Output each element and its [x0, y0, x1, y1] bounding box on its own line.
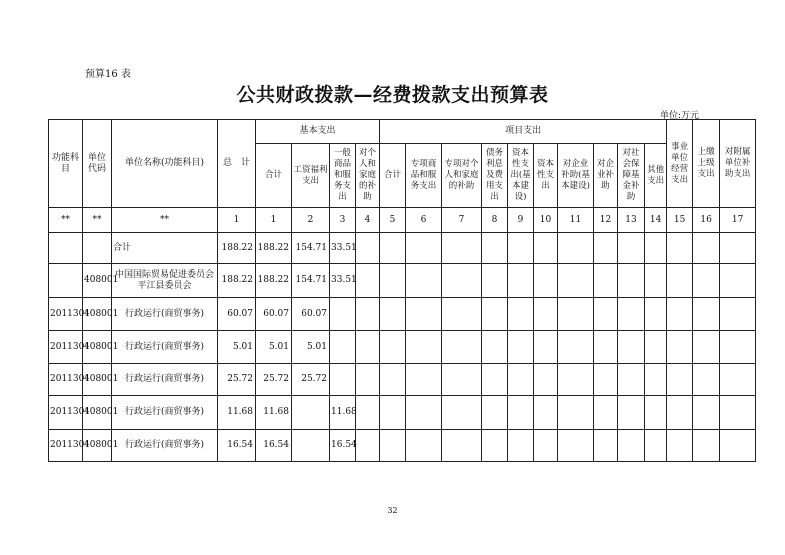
unit-code-cell — [83, 233, 112, 264]
empty-cell — [594, 331, 618, 364]
empty-cell — [442, 264, 482, 298]
basic-wage-cell: 25.72 — [292, 364, 330, 396]
basic-sum-cell: 188.22 — [256, 264, 292, 298]
empty-cell — [534, 264, 558, 298]
index-cell: ** — [49, 208, 83, 233]
header-total: 总 计 — [218, 120, 256, 208]
empty-cell — [508, 264, 534, 298]
index-cell: 17 — [720, 208, 756, 233]
header-project-enterprise: 对企业补助 — [594, 144, 618, 208]
basic-wage-cell: 154.71 — [292, 233, 330, 264]
func-code-cell: 2011301 — [49, 364, 83, 396]
index-cell: 10 — [534, 208, 558, 233]
page-title: 公共财政拨款—经费拨款支出预算表 — [236, 84, 549, 106]
empty-cell — [645, 430, 667, 462]
empty-cell — [693, 233, 720, 264]
empty-cell — [406, 331, 442, 364]
unit-name-cell: 行政运行(商贸事务) — [112, 331, 218, 364]
unit-code-cell: 408001 — [83, 364, 112, 396]
unit-code-cell: 408001 — [83, 430, 112, 462]
unit-name-cell: 行政运行(商贸事务) — [112, 430, 218, 462]
empty-cell — [667, 298, 693, 331]
empty-cell — [667, 331, 693, 364]
empty-cell — [558, 396, 594, 430]
basic-sum-cell: 5.01 — [256, 331, 292, 364]
index-cell: ** — [83, 208, 112, 233]
empty-cell — [380, 396, 406, 430]
func-code-cell — [49, 233, 83, 264]
empty-cell — [594, 233, 618, 264]
basic-goods-cell: 33.51 — [330, 233, 356, 264]
index-cell: 16 — [693, 208, 720, 233]
empty-cell — [380, 331, 406, 364]
empty-cell — [406, 430, 442, 462]
unit-name-cell: 行政运行(商贸事务) — [112, 396, 218, 430]
index-cell: 9 — [508, 208, 534, 233]
empty-cell — [508, 233, 534, 264]
basic-goods-cell — [330, 331, 356, 364]
header-project-sum: 合计 — [380, 144, 406, 208]
index-cell: 15 — [667, 208, 693, 233]
page-number: 32 — [387, 506, 398, 515]
basic-person-cell — [356, 233, 380, 264]
header-unit-code: 单位代码 — [83, 120, 112, 208]
header-basic-wage: 工资福利支出 — [292, 144, 330, 208]
index-cell: 4 — [356, 208, 380, 233]
basic-wage-cell — [292, 396, 330, 430]
header-project-other: 其他支出 — [645, 144, 667, 208]
empty-cell — [482, 331, 508, 364]
basic-sum-cell: 60.07 — [256, 298, 292, 331]
empty-cell — [406, 298, 442, 331]
basic-person-cell — [356, 298, 380, 331]
table-row — [49, 331, 756, 364]
header-basic-person: 对个人和家庭的补助 — [356, 144, 380, 208]
empty-cell — [442, 331, 482, 364]
basic-person-cell — [356, 430, 380, 462]
empty-cell — [558, 430, 594, 462]
empty-cell — [534, 298, 558, 331]
header-subsidy: 对附属单位补助支出 — [720, 120, 756, 208]
empty-cell — [645, 331, 667, 364]
index-cell: 14 — [645, 208, 667, 233]
budget-table — [48, 119, 756, 462]
empty-cell — [667, 430, 693, 462]
empty-cell — [618, 264, 645, 298]
index-cell: 1 — [218, 208, 256, 233]
empty-cell — [667, 364, 693, 396]
header-func-code: 功能科目 — [49, 120, 83, 208]
index-cell: 3 — [330, 208, 356, 233]
table-row — [49, 233, 756, 264]
empty-cell — [720, 264, 756, 298]
table-row — [49, 396, 756, 430]
empty-cell — [482, 233, 508, 264]
basic-sum-cell: 188.22 — [256, 233, 292, 264]
empty-cell — [534, 430, 558, 462]
empty-cell — [594, 298, 618, 331]
empty-cell — [534, 233, 558, 264]
empty-cell — [508, 331, 534, 364]
empty-cell — [693, 364, 720, 396]
index-cell: 1 — [256, 208, 292, 233]
empty-cell — [534, 396, 558, 430]
header-unit-name: 单位名称(功能科目) — [112, 120, 218, 208]
empty-cell — [406, 264, 442, 298]
empty-cell — [645, 233, 667, 264]
header-project-social: 对社会保障基金补助 — [618, 144, 645, 208]
index-cell: 7 — [442, 208, 482, 233]
func-code-cell — [49, 264, 83, 298]
basic-goods-cell: 33.51 — [330, 264, 356, 298]
func-code-cell: 2011301 — [49, 331, 83, 364]
empty-cell — [508, 298, 534, 331]
header-biz: 事业单位经营支出 — [667, 120, 693, 208]
empty-cell — [442, 298, 482, 331]
unit-name-cell: 行政运行(商贸事务) — [112, 364, 218, 396]
header-basic: 基本支出 — [256, 120, 380, 144]
basic-wage-cell — [292, 430, 330, 462]
empty-cell — [380, 233, 406, 264]
basic-sum-cell: 25.72 — [256, 364, 292, 396]
basic-goods-cell — [330, 298, 356, 331]
empty-cell — [693, 396, 720, 430]
empty-cell — [618, 233, 645, 264]
basic-person-cell — [356, 331, 380, 364]
unit-code-cell: 408001 — [83, 298, 112, 331]
empty-cell — [482, 264, 508, 298]
empty-cell — [645, 396, 667, 430]
index-cell: 8 — [482, 208, 508, 233]
table-row — [49, 430, 756, 462]
basic-goods-cell — [330, 364, 356, 396]
empty-cell — [693, 298, 720, 331]
empty-cell — [594, 430, 618, 462]
empty-cell — [720, 331, 756, 364]
func-code-cell: 2011301 — [49, 298, 83, 331]
basic-sum-cell: 11.68 — [256, 396, 292, 430]
basic-wage-cell: 154.71 — [292, 264, 330, 298]
empty-cell — [406, 364, 442, 396]
total-cell: 188.22 — [218, 264, 256, 298]
header-basic-goods: 一般商品和服务支出 — [330, 144, 356, 208]
empty-cell — [667, 233, 693, 264]
index-cell: 5 — [380, 208, 406, 233]
empty-cell — [645, 298, 667, 331]
unit-code-cell: 408001 — [83, 396, 112, 430]
total-cell: 60.07 — [218, 298, 256, 331]
unit-name-cell: 合计 — [112, 233, 218, 264]
empty-cell — [442, 233, 482, 264]
empty-cell — [618, 396, 645, 430]
empty-cell — [618, 298, 645, 331]
empty-cell — [380, 264, 406, 298]
table-number: 预算16 表 — [85, 69, 131, 80]
header-project-enterprise-build: 对企业补助(基本建设) — [558, 144, 594, 208]
empty-cell — [720, 430, 756, 462]
empty-cell — [594, 396, 618, 430]
basic-person-cell — [356, 264, 380, 298]
empty-cell — [645, 264, 667, 298]
unit-name-cell: 行政运行(商贸事务) — [112, 298, 218, 331]
header-project-capital-build: 资本性支出(基本建设) — [508, 144, 534, 208]
empty-cell — [558, 364, 594, 396]
header-project-goods: 专项商品和服务支出 — [406, 144, 442, 208]
empty-cell — [693, 331, 720, 364]
index-cell: 11 — [558, 208, 594, 233]
total-cell: 5.01 — [218, 331, 256, 364]
empty-cell — [645, 364, 667, 396]
empty-cell — [558, 264, 594, 298]
empty-cell — [667, 264, 693, 298]
unit-code-cell: 408001 — [83, 264, 112, 298]
empty-cell — [594, 264, 618, 298]
basic-person-cell — [356, 396, 380, 430]
empty-cell — [693, 264, 720, 298]
header-project-person: 专项对个人和家庭的补助 — [442, 144, 482, 208]
table-row — [49, 364, 756, 396]
empty-cell — [482, 298, 508, 331]
header-project: 项目支出 — [380, 120, 667, 144]
empty-cell — [534, 364, 558, 396]
header-project-capital: 资本性支出 — [534, 144, 558, 208]
empty-cell — [508, 430, 534, 462]
func-code-cell: 2011301 — [49, 430, 83, 462]
empty-cell — [380, 430, 406, 462]
basic-goods-cell: 11.68 — [330, 396, 356, 430]
empty-cell — [618, 364, 645, 396]
empty-cell — [482, 430, 508, 462]
empty-cell — [618, 331, 645, 364]
empty-cell — [558, 298, 594, 331]
empty-cell — [380, 298, 406, 331]
empty-cell — [442, 364, 482, 396]
basic-goods-cell: 16.54 — [330, 430, 356, 462]
empty-cell — [594, 364, 618, 396]
empty-cell — [558, 233, 594, 264]
empty-cell — [508, 364, 534, 396]
index-row — [49, 208, 756, 233]
unit-code-cell: 408001 — [83, 331, 112, 364]
total-cell: 188.22 — [218, 233, 256, 264]
basic-wage-cell: 60.07 — [292, 298, 330, 331]
unit-label: 单位:万元 — [660, 111, 700, 121]
header-row-1 — [49, 120, 756, 144]
empty-cell — [406, 233, 442, 264]
index-cell: ** — [112, 208, 218, 233]
header-upper: 上缴上级支出 — [693, 120, 720, 208]
table-row — [49, 298, 756, 331]
empty-cell — [406, 396, 442, 430]
empty-cell — [720, 396, 756, 430]
index-cell: 2 — [292, 208, 330, 233]
empty-cell — [558, 331, 594, 364]
empty-cell — [380, 364, 406, 396]
index-cell: 13 — [618, 208, 645, 233]
empty-cell — [508, 396, 534, 430]
empty-cell — [618, 430, 645, 462]
empty-cell — [720, 233, 756, 264]
total-cell: 16.54 — [218, 430, 256, 462]
index-cell: 12 — [594, 208, 618, 233]
basic-person-cell — [356, 364, 380, 396]
empty-cell — [442, 396, 482, 430]
empty-cell — [720, 364, 756, 396]
empty-cell — [482, 364, 508, 396]
basic-sum-cell: 16.54 — [256, 430, 292, 462]
empty-cell — [667, 396, 693, 430]
empty-cell — [482, 396, 508, 430]
empty-cell — [720, 298, 756, 331]
total-cell: 11.68 — [218, 396, 256, 430]
index-cell: 6 — [406, 208, 442, 233]
func-code-cell: 2011301 — [49, 396, 83, 430]
basic-wage-cell: 5.01 — [292, 331, 330, 364]
header-project-debt: 债务利息及费用支出 — [482, 144, 508, 208]
table-row — [49, 264, 756, 298]
header-basic-sum: 合计 — [256, 144, 292, 208]
empty-cell — [534, 331, 558, 364]
empty-cell — [693, 430, 720, 462]
unit-name-cell: 中国国际贸易促进委员会平江县委员会 — [112, 264, 218, 298]
total-cell: 25.72 — [218, 364, 256, 396]
empty-cell — [442, 430, 482, 462]
